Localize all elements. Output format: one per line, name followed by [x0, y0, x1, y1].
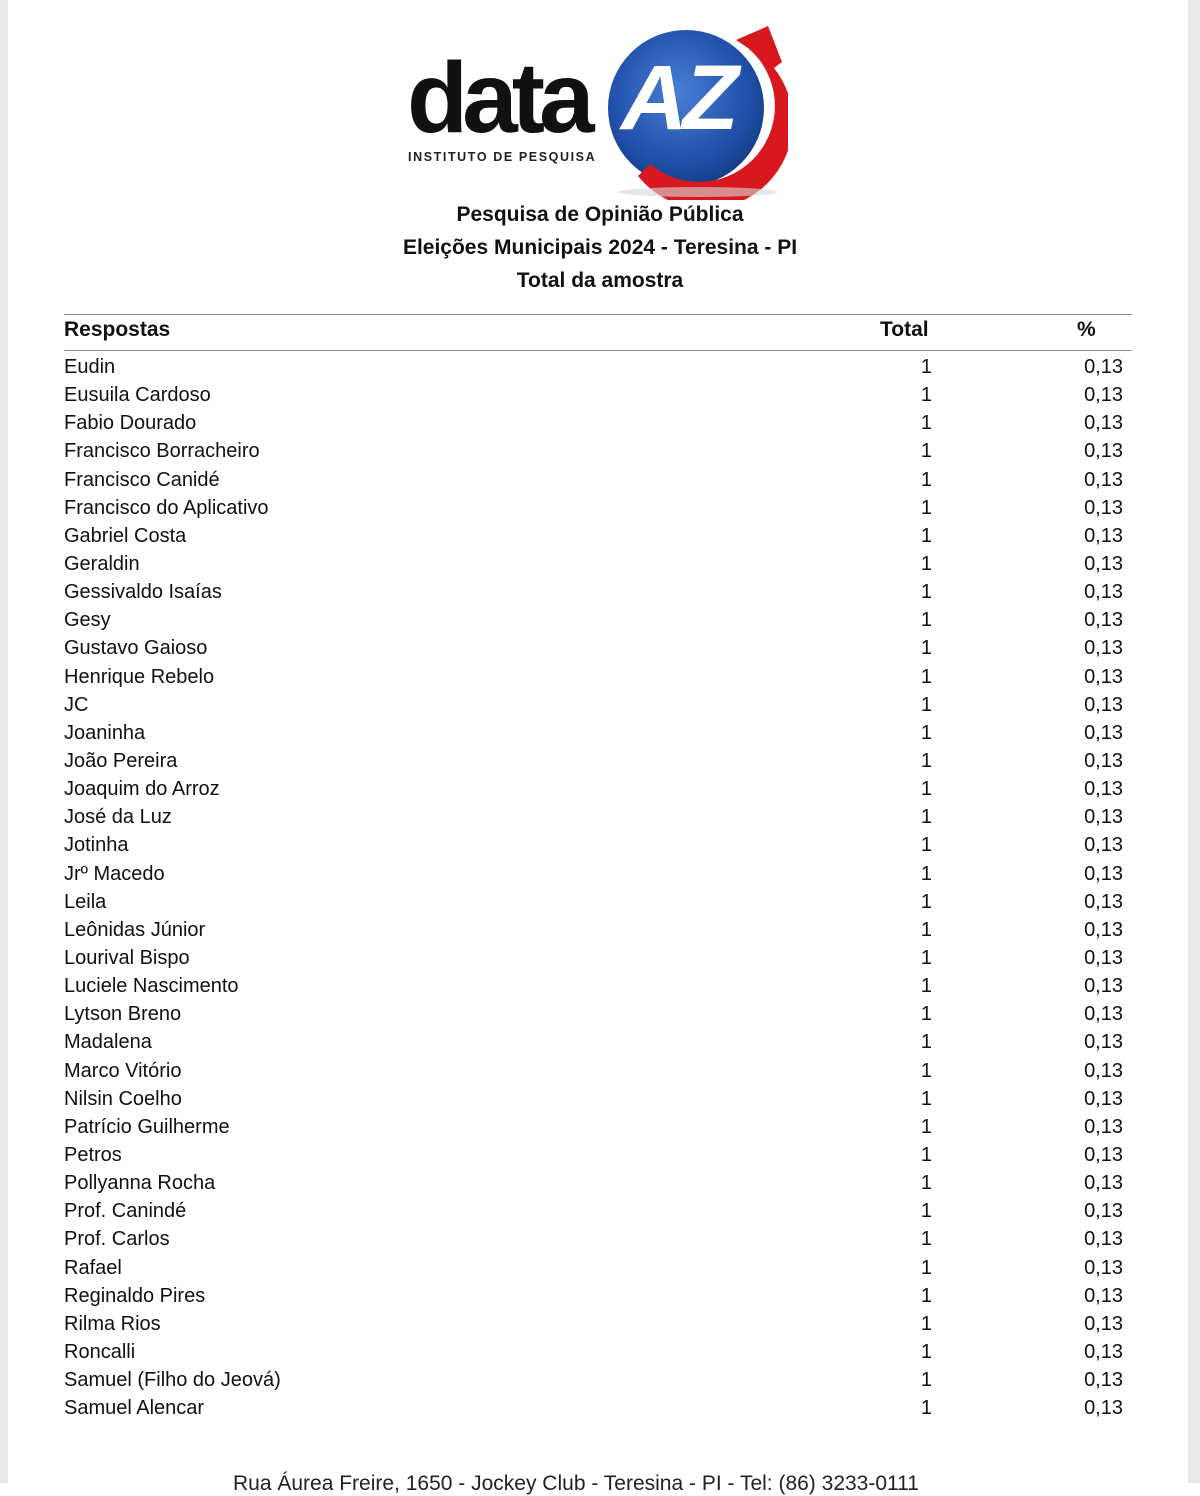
- table-row: [0, 409, 1200, 437]
- row-total: 1: [920, 1059, 932, 1082]
- row-percent: 0,13: [1084, 1115, 1123, 1138]
- row-name: Pollyanna Rocha: [64, 1172, 216, 1195]
- row-total: 1: [920, 637, 932, 660]
- column-header-total: Total: [880, 318, 929, 341]
- row-name: Rilma Rios: [64, 1312, 161, 1335]
- row-name: Eusuila Cardoso: [64, 384, 211, 407]
- row-name: Samuel Alencar: [64, 1397, 205, 1420]
- row-percent: 0,13: [1084, 975, 1123, 998]
- table-row: [0, 831, 1200, 859]
- row-percent: 0,13: [1084, 637, 1123, 660]
- row-name: Francisco Borracheiro: [64, 440, 260, 463]
- row-percent: 0,13: [1084, 1143, 1123, 1166]
- row-percent: 0,13: [1084, 693, 1123, 716]
- dataaz-logo: [405, 8, 790, 200]
- row-percent: 0,13: [1084, 1284, 1123, 1307]
- row-name: Fabio Dourado: [64, 412, 197, 435]
- row-name: José da Luz: [64, 806, 172, 829]
- row-percent: 0,13: [1084, 609, 1123, 632]
- row-name: JC: [64, 693, 89, 716]
- row-percent: 0,13: [1084, 581, 1123, 604]
- row-total: 1: [920, 1115, 932, 1138]
- footer-address: Rua Áurea Freire, 1650 - Jockey Club - Teresina - PI - Tel: (86) 3233-0111: [233, 1472, 919, 1495]
- row-name: Jrº Macedo: [64, 862, 165, 885]
- row-percent: 0,13: [1084, 834, 1123, 857]
- table-row: [0, 1028, 1200, 1056]
- row-total: 1: [920, 609, 932, 632]
- row-name: Luciele Nascimento: [64, 975, 239, 998]
- table-row: [0, 522, 1200, 550]
- row-name: Eudin: [64, 356, 116, 378]
- row-percent: 0,13: [1084, 1369, 1123, 1392]
- row-name: Francisco Canidé: [64, 468, 220, 491]
- row-percent: 0,13: [1084, 552, 1123, 575]
- row-percent: 0,13: [1084, 496, 1123, 519]
- column-header-responses: Respostas: [64, 318, 171, 341]
- row-total: 1: [920, 918, 932, 941]
- row-percent: 0,13: [1084, 1228, 1123, 1251]
- row-name: Reginaldo Pires: [64, 1284, 206, 1307]
- row-name: Jotinha: [64, 834, 129, 857]
- table-row: [0, 578, 1200, 606]
- row-percent: 0,13: [1084, 524, 1123, 547]
- report-subtitle: Eleições Municipais 2024 - Teresina - PI: [402, 236, 798, 259]
- row-total: 1: [920, 1172, 932, 1195]
- logo-subtitle: INSTITUTO DE PESQUISA: [408, 150, 597, 164]
- row-name: Geraldin: [64, 552, 140, 575]
- row-name: Marco Vitório: [64, 1059, 182, 1082]
- row-total: 1: [920, 496, 932, 519]
- row-total: 1: [920, 1284, 932, 1307]
- row-total: 1: [920, 890, 932, 913]
- table-row: [0, 775, 1200, 803]
- table-row: [0, 634, 1200, 662]
- row-name: Leila: [64, 890, 107, 913]
- row-percent: 0,13: [1084, 1312, 1123, 1335]
- row-percent: 0,13: [1084, 412, 1123, 435]
- row-name: Madalena: [64, 1031, 152, 1054]
- row-total: 1: [920, 834, 932, 857]
- table-row: [0, 494, 1200, 522]
- table-row: [0, 1000, 1200, 1028]
- row-total: 1: [920, 806, 932, 829]
- row-total: 1: [920, 1143, 932, 1166]
- row-percent: 0,13: [1084, 1172, 1123, 1195]
- table-row: [0, 550, 1200, 578]
- row-name: Gustavo Gaioso: [64, 637, 208, 660]
- row-total: 1: [920, 1031, 932, 1054]
- row-total: 1: [920, 749, 932, 772]
- row-name: Prof. Carlos: [64, 1228, 170, 1251]
- row-total: 1: [920, 721, 932, 744]
- row-name: Francisco do Aplicativo: [64, 496, 269, 519]
- row-percent: 0,13: [1084, 721, 1123, 744]
- row-name: Roncalli: [64, 1340, 136, 1363]
- table-row: [0, 466, 1200, 494]
- row-percent: 0,13: [1084, 778, 1123, 801]
- row-total: 1: [920, 1312, 932, 1335]
- row-total: 1: [920, 946, 932, 969]
- row-name: Patrício Guilherme: [64, 1115, 230, 1138]
- row-percent: 0,13: [1084, 806, 1123, 829]
- table-row: [0, 1141, 1200, 1169]
- table-header: [0, 318, 1200, 348]
- table-row: [0, 972, 1200, 1000]
- row-total: 1: [920, 581, 932, 604]
- table-row: [0, 1085, 1200, 1113]
- report-title: Pesquisa de Opinião Pública: [456, 203, 744, 226]
- row-name: Joaquim do Arroz: [64, 778, 220, 801]
- row-total: 1: [920, 384, 932, 407]
- table-row: [0, 1225, 1200, 1253]
- table-row: [0, 606, 1200, 634]
- table-row: [0, 719, 1200, 747]
- row-percent: 0,13: [1084, 440, 1123, 463]
- row-percent: 0,13: [1084, 918, 1123, 941]
- table-row: [0, 1310, 1200, 1338]
- table-row: [0, 1169, 1200, 1197]
- row-total: 1: [920, 665, 932, 688]
- table-row: [0, 1282, 1200, 1310]
- row-name: Nilsin Coelho: [64, 1087, 182, 1110]
- table-row: [0, 663, 1200, 691]
- table-row: [0, 747, 1200, 775]
- row-name: Leônidas Júnior: [64, 918, 206, 941]
- row-name: Lytson Breno: [64, 1003, 182, 1026]
- table-row: [0, 437, 1200, 465]
- row-name: Henrique Rebelo: [64, 665, 215, 688]
- row-total: 1: [920, 1087, 932, 1110]
- row-total: 1: [920, 412, 932, 435]
- row-percent: 0,13: [1084, 1031, 1123, 1054]
- row-percent: 0,13: [1084, 1256, 1123, 1279]
- table-top-rule: [64, 314, 1132, 315]
- row-total: 1: [920, 356, 932, 378]
- row-percent: 0,13: [1084, 1003, 1123, 1026]
- row-total: 1: [920, 1256, 932, 1279]
- row-name: Rafael: [64, 1256, 122, 1279]
- row-total: 1: [920, 1397, 932, 1420]
- row-name: Samuel (Filho do Jeová): [64, 1369, 281, 1392]
- row-total: 1: [920, 552, 932, 575]
- table-row: [0, 888, 1200, 916]
- table-row: [0, 1366, 1200, 1394]
- row-total: 1: [920, 1340, 932, 1363]
- row-percent: 0,13: [1084, 946, 1123, 969]
- row-total: 1: [920, 1200, 932, 1223]
- row-total: 1: [920, 468, 932, 491]
- row-percent: 0,13: [1084, 468, 1123, 491]
- row-percent: 0,13: [1084, 890, 1123, 913]
- report-titles: [0, 200, 1200, 299]
- table-row: [0, 691, 1200, 719]
- row-total: 1: [920, 693, 932, 716]
- row-name: Joaninha: [64, 721, 146, 744]
- row-total: 1: [920, 440, 932, 463]
- row-total: 1: [920, 1228, 932, 1251]
- table-row: [0, 353, 1200, 381]
- row-name: Gabriel Costa: [64, 524, 187, 547]
- row-total: 1: [920, 975, 932, 998]
- column-header-percent: %: [1077, 318, 1096, 341]
- table-row: [0, 1254, 1200, 1282]
- row-percent: 0,13: [1084, 862, 1123, 885]
- table-row: [0, 916, 1200, 944]
- report-sample: Total da amostra: [516, 269, 684, 292]
- logo-wordmark: data: [407, 42, 589, 154]
- row-name: João Pereira: [64, 749, 178, 772]
- row-percent: 0,13: [1084, 1200, 1123, 1223]
- row-total: 1: [920, 778, 932, 801]
- table-row: [0, 1113, 1200, 1141]
- row-percent: 0,13: [1084, 1340, 1123, 1363]
- row-total: 1: [920, 862, 932, 885]
- row-name: Prof. Canindé: [64, 1200, 187, 1223]
- row-name: Gesy: [64, 609, 111, 632]
- table-row: [0, 944, 1200, 972]
- row-name: Petros: [64, 1143, 122, 1166]
- table-row: [0, 860, 1200, 888]
- table-row: [0, 1338, 1200, 1366]
- row-percent: 0,13: [1084, 356, 1123, 378]
- row-percent: 0,13: [1084, 665, 1123, 688]
- row-percent: 0,13: [1084, 1059, 1123, 1082]
- table-row: [0, 803, 1200, 831]
- row-name: Lourival Bispo: [64, 946, 190, 969]
- row-percent: 0,13: [1084, 384, 1123, 407]
- logo-mark: AZ: [621, 47, 734, 149]
- row-percent: 0,13: [1084, 1397, 1123, 1420]
- table-row: [0, 1197, 1200, 1225]
- row-percent: 0,13: [1084, 749, 1123, 772]
- table-row: [0, 1394, 1200, 1422]
- table-row: [0, 1057, 1200, 1085]
- row-total: 1: [920, 1003, 932, 1026]
- row-total: 1: [920, 524, 932, 547]
- table-header-rule: [64, 350, 1132, 351]
- row-name: Gessivaldo Isaías: [64, 581, 222, 604]
- row-total: 1: [920, 1369, 932, 1392]
- results-table: [0, 353, 1200, 1422]
- row-percent: 0,13: [1084, 1087, 1123, 1110]
- table-row: [0, 381, 1200, 409]
